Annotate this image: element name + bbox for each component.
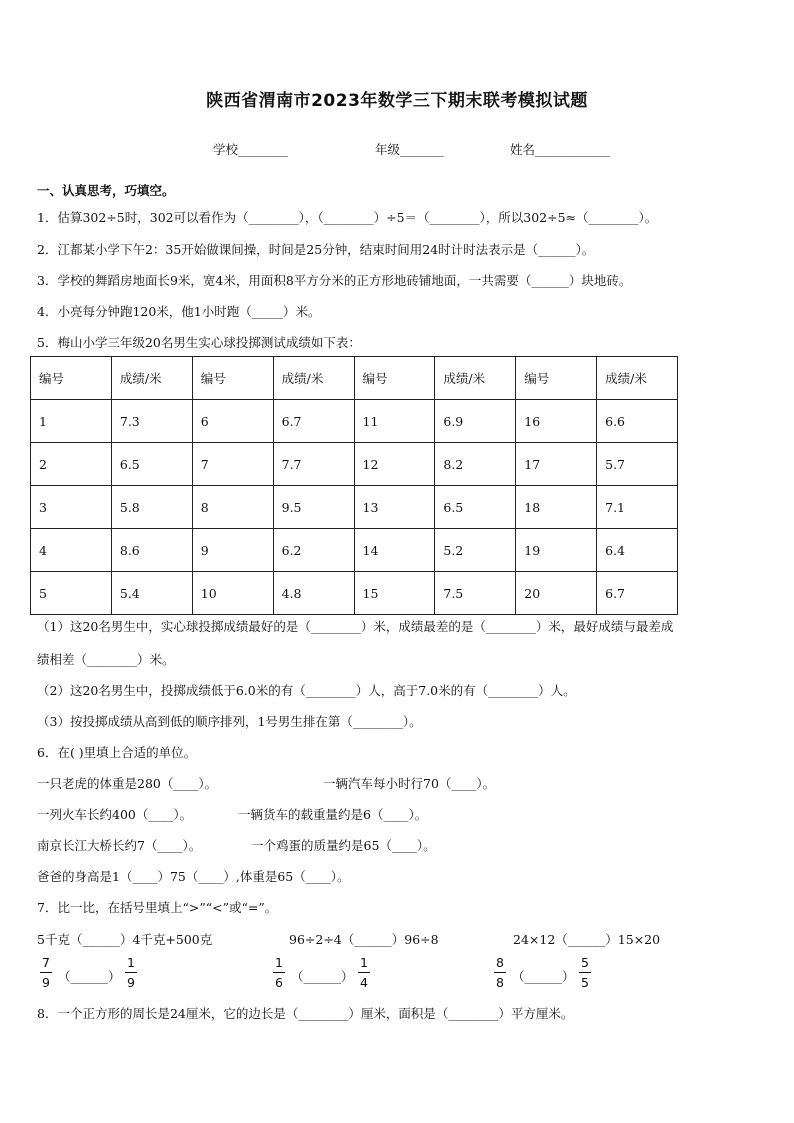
q6-item-egg: 一个鸡蛋的质量约是65（____）。	[251, 838, 436, 853]
table-cell: 6.5	[435, 486, 516, 529]
table-cell: 8	[192, 486, 273, 529]
question-8: 8．一个正方形的周长是24厘米，它的边长是（________）厘米，面积是（________）平方厘米。	[37, 1006, 574, 1021]
question-5: 5．梅山小学三年级20名男生实心球投掷测试成绩如下表：	[37, 335, 361, 350]
table-cell: 4.8	[273, 572, 354, 615]
table-cell: 17	[516, 443, 597, 486]
table-cell: 5.2	[435, 529, 516, 572]
q6-item-bridge: 南京长江大桥长约7（____）。	[37, 838, 202, 853]
table-cell: 5	[31, 572, 112, 615]
table-row	[31, 529, 678, 572]
table-cell: 15	[354, 572, 435, 615]
table-cell: 13	[354, 486, 435, 529]
table-cell: 6.2	[273, 529, 354, 572]
table-cell: 6.7	[273, 400, 354, 443]
question-1: 1．估算302÷5时，302可以看作为（________），（________）÷5＝（________），所以302÷5≈（________）。	[37, 210, 658, 225]
numerator: 1	[360, 955, 368, 970]
table-header-cell: 成绩/米	[273, 357, 354, 400]
q6-item-dad: 爸爸的身高是1（____）75（____）,体重是65（____）。	[37, 869, 350, 884]
q7-compare-division: 96÷2÷4（______）96÷8	[289, 932, 439, 947]
compare-blank: （______）	[58, 969, 121, 984]
table-cell: 10	[192, 572, 273, 615]
numerator: 5	[581, 955, 589, 970]
table-cell: 7.7	[273, 443, 354, 486]
fraction-left	[273, 955, 285, 990]
denominator: 8	[496, 975, 504, 990]
school-field: 学校________	[213, 142, 289, 157]
q7-compare-mass: 5千克（______）4千克+500克	[37, 932, 213, 947]
denominator: 4	[360, 975, 368, 990]
compare-blank: （______）	[291, 969, 354, 984]
table-cell: 5.7	[597, 443, 678, 486]
table-header-cell: 成绩/米	[597, 357, 678, 400]
table-cell: 9	[192, 529, 273, 572]
table-cell: 11	[354, 400, 435, 443]
q6-item-train: 一列火车长约400（____）。	[37, 807, 193, 822]
q6-item-tiger: 一只老虎的体重是280（____）。	[37, 776, 218, 791]
table-cell: 5.8	[111, 486, 192, 529]
numerator: 7	[42, 955, 50, 970]
question-7: 7．比一比，在括号里填上“>”“<”或“=”。	[37, 900, 278, 915]
numerator: 1	[127, 955, 135, 970]
question-5-1-line-1: （1）这20名男生中，实心球投掷成绩最好的是（________）米，成绩最差的是（________）米，最好成绩与最差成	[37, 619, 674, 634]
page-title: 陕西省渭南市2023年数学三下期末联考模拟试题	[206, 91, 588, 111]
table-cell: 6.5	[111, 443, 192, 486]
table-row	[31, 572, 678, 615]
question-2: 2．江都某小学下午2：35开始做课间操，时间是25分钟，结束时间用24时计时法表示是（______）。	[37, 242, 595, 257]
table-cell: 9.5	[273, 486, 354, 529]
fraction-right	[358, 955, 370, 990]
table-cell: 6	[192, 400, 273, 443]
table-header-cell: 成绩/米	[435, 357, 516, 400]
table-cell: 7.1	[597, 486, 678, 529]
table-header-cell: 编号	[31, 357, 112, 400]
table-row	[31, 400, 678, 443]
fraction-right	[579, 955, 591, 990]
table-header-cell: 编号	[516, 357, 597, 400]
table-cell: 2	[31, 443, 112, 486]
table-cell: 7.5	[435, 572, 516, 615]
denominator: 9	[127, 975, 135, 990]
table-header-cell: 成绩/米	[111, 357, 192, 400]
numerator: 8	[496, 955, 504, 970]
fraction-left	[40, 955, 52, 990]
compare-blank: （______）	[512, 969, 575, 984]
table-cell: 20	[516, 572, 597, 615]
table-header-cell: 编号	[354, 357, 435, 400]
question-5-1-line-2: 绩相差（________）米。	[37, 652, 175, 667]
table-cell: 12	[354, 443, 435, 486]
table-cell: 4	[31, 529, 112, 572]
table-row	[31, 486, 678, 529]
table-cell: 6.9	[435, 400, 516, 443]
table-cell: 1	[31, 400, 112, 443]
table-cell: 6.6	[597, 400, 678, 443]
table-cell: 8.6	[111, 529, 192, 572]
denominator: 9	[42, 975, 50, 990]
table-cell: 18	[516, 486, 597, 529]
table-cell: 8.2	[435, 443, 516, 486]
q7-compare-product: 24×12（______）15×20	[513, 932, 661, 947]
name-field: 姓名____________	[510, 142, 611, 157]
q6-item-car: 一辆汽车每小时行70（____）。	[323, 776, 496, 791]
fraction-right	[125, 955, 137, 990]
table-row	[31, 443, 678, 486]
table-cell: 19	[516, 529, 597, 572]
question-6: 6．在( )里填上合适的单位。	[37, 745, 197, 760]
score-table	[30, 356, 678, 615]
table-cell: 14	[354, 529, 435, 572]
numerator: 1	[275, 955, 283, 970]
q6-item-truck: 一辆货车的载重量约是6（____）。	[238, 807, 428, 822]
grade-field: 年级_______	[375, 142, 444, 157]
denominator: 6	[275, 975, 283, 990]
section-heading: 一、认真思考，巧填空。	[37, 183, 175, 198]
question-3: 3．学校的舞蹈房地面长9米，宽4米，用面积8平方分米的正方形地砖铺地面，一共需要（______）块地砖。	[37, 273, 632, 288]
table-cell: 6.7	[597, 572, 678, 615]
table-header-cell: 编号	[192, 357, 273, 400]
table-cell: 6.4	[597, 529, 678, 572]
table-cell: 7.3	[111, 400, 192, 443]
question-5-3: （3）按投掷成绩从高到低的顺序排列，1号男生排在第（________）。	[37, 714, 422, 729]
question-5-2: （2）这20名男生中，投掷成绩低于6.0米的有（________）人，高于7.0米的有（________）人。	[37, 683, 576, 698]
table-header-row	[31, 357, 678, 400]
table-cell: 7	[192, 443, 273, 486]
table-cell: 16	[516, 400, 597, 443]
table-cell: 3	[31, 486, 112, 529]
table-cell: 5.4	[111, 572, 192, 615]
fraction-left	[494, 955, 506, 990]
denominator: 5	[581, 975, 589, 990]
question-4: 4．小亮每分钟跑120米，他1小时跑（_____）米。	[37, 304, 321, 319]
